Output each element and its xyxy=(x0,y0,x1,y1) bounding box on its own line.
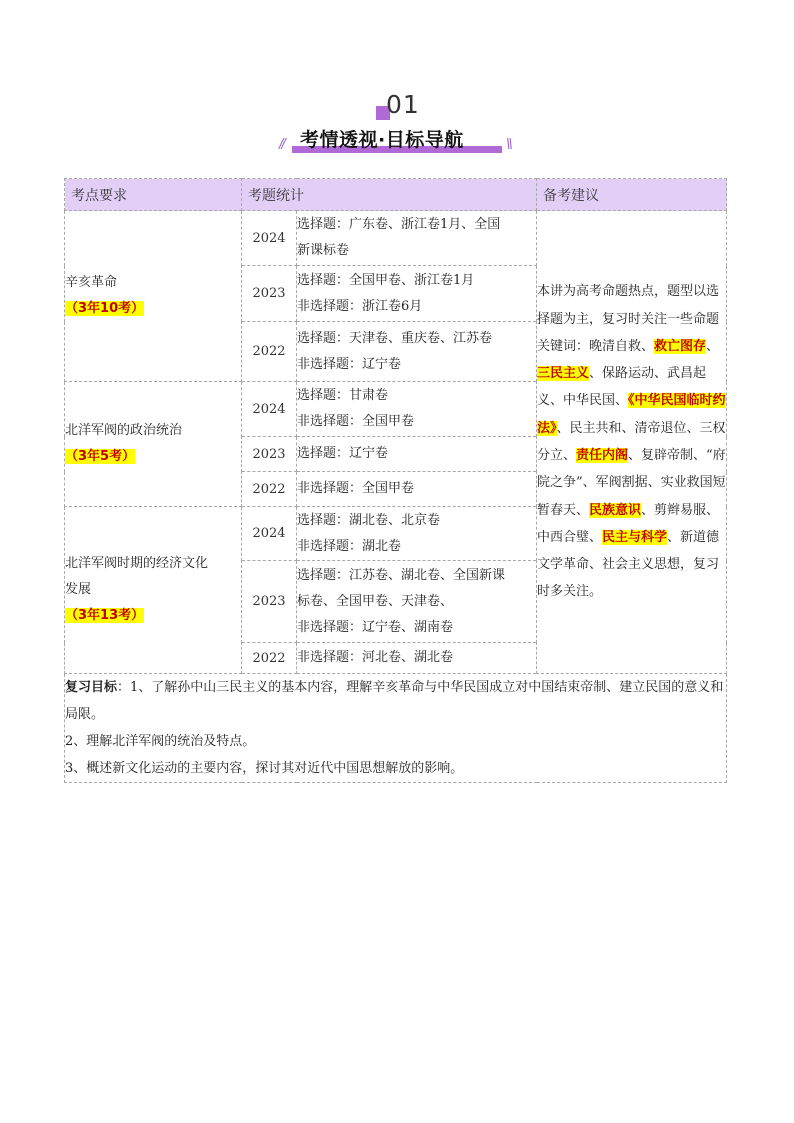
goal-line: 2、理解北洋军阀的统治及特点。 xyxy=(65,734,256,749)
keyword-highlight: 民族意识 xyxy=(589,502,642,518)
topic-cell xyxy=(65,382,242,507)
topic-count: （3年10考） xyxy=(65,301,145,316)
stat-line: 新课标卷 xyxy=(297,243,350,258)
year-cell: 2023 xyxy=(242,561,297,643)
stat-line: 非选择题：辽宁卷 xyxy=(297,356,402,372)
year-cell: 2024 xyxy=(242,382,297,437)
stat-cell xyxy=(297,561,537,643)
col-header-advice: 备考建议 xyxy=(537,179,727,211)
advice-text: 、民主共和、清帝退位、三权分立、 xyxy=(537,420,726,463)
year-cell: 2024 xyxy=(242,211,297,266)
topic-name: 北洋军阀的政治统治 xyxy=(65,423,183,438)
year-cell: 2023 xyxy=(242,437,297,472)
stat-line: 选择题：辽宁卷 xyxy=(297,446,389,461)
stat-line: 选择题：天津卷、重庆卷、江苏卷 xyxy=(297,330,493,346)
advice-text: 、新道德文学革命、社会主义思想，复习时多关注。 xyxy=(537,529,720,600)
stat-cell xyxy=(297,266,537,322)
keyword-highlight: 救亡图存 xyxy=(654,338,707,354)
year-cell: 2023 xyxy=(242,266,297,322)
advice-text: 、 xyxy=(706,338,720,354)
stat-line: 选择题：广东卷、浙江卷1月、全国 xyxy=(297,217,501,232)
goals-label: 复习目标 xyxy=(65,680,118,695)
stat-line: 非选择题：辽宁卷、湖南卷 xyxy=(297,619,454,635)
advice-cell xyxy=(537,211,727,674)
title-deco-left: // xyxy=(279,137,284,152)
year-cell: 2022 xyxy=(242,643,297,674)
advice-text: 、保路运动、武昌起义、中华民国、 xyxy=(537,366,707,409)
topic-name: 北洋军阀时期的经济文化 xyxy=(65,556,209,571)
stat-line: 标卷、全国甲卷、天津卷、 xyxy=(297,593,454,609)
advice-text: 、剪辫易服、中西合璧、 xyxy=(537,502,720,545)
table-header-row xyxy=(65,179,727,211)
stat-line: 选择题：湖北卷、北京卷 xyxy=(297,512,441,528)
stat-line: 非选择题：全国甲卷 xyxy=(297,481,415,496)
goal-line: 3、概述新文化运动的主要内容，探讨其对近代中国思想解放的影响。 xyxy=(65,761,464,776)
stat-line: 选择题：江苏卷、湖北卷、全国新课 xyxy=(297,567,506,583)
stat-cell xyxy=(297,643,537,674)
col-header-statistics: 考题统计 xyxy=(242,179,537,211)
table-row xyxy=(65,211,727,266)
year-cell: 2022 xyxy=(242,472,297,507)
topic-count: （3年5考） xyxy=(65,449,136,464)
advice-text: 、复辟帝制、“府院之争”、军阀割据、实业救国短暂春天、 xyxy=(537,448,726,518)
topic-cell xyxy=(65,507,242,674)
title-deco-right: \\ xyxy=(506,137,511,152)
keyword-highlight: 《中华民国临时约法》 xyxy=(537,393,726,436)
exam-overview-table xyxy=(64,178,727,783)
stat-cell xyxy=(297,322,537,382)
stat-line: 选择题：甘肃卷 xyxy=(297,388,389,403)
topic-count: （3年13考） xyxy=(65,608,145,623)
section-header xyxy=(0,92,794,162)
stat-line: 选择题：全国甲卷、浙江卷1月 xyxy=(297,272,475,288)
stat-line: 非选择题：湖北卷 xyxy=(297,538,402,554)
keyword-highlight: 三民主义 xyxy=(537,366,590,382)
stat-line: 非选择题：全国甲卷 xyxy=(297,414,415,429)
topic-name: 发展 xyxy=(65,582,92,597)
stat-cell xyxy=(297,211,537,266)
section-number: 01 xyxy=(386,90,420,119)
stat-line: 非选择题：浙江卷6月 xyxy=(297,298,423,314)
year-cell: 2022 xyxy=(242,322,297,382)
stat-cell xyxy=(297,437,537,472)
goals-cell xyxy=(65,674,727,783)
keyword-highlight: 民主与科学 xyxy=(602,529,668,545)
stat-cell xyxy=(297,507,537,561)
stat-line: 非选择题：河北卷、湖北卷 xyxy=(297,650,454,665)
col-header-requirement: 考点要求 xyxy=(65,179,242,211)
stat-cell xyxy=(297,472,537,507)
advice-text: 本讲为高考命题热点，题型以选择题为主，复习时关注一些命题关键词：晚清自救、 xyxy=(537,284,720,354)
year-cell: 2024 xyxy=(242,507,297,561)
goal-line: ：1、了解孙中山三民主义的基本内容，理解辛亥革命与中华民国成立对中国结束帝制、建立民国的意义和局限。 xyxy=(65,680,724,722)
goals-row xyxy=(65,674,727,783)
stat-cell xyxy=(297,382,537,437)
topic-cell xyxy=(65,211,242,382)
topic-name: 辛亥革命 xyxy=(65,275,118,290)
section-title: 考情透视·目标导航 xyxy=(300,129,464,151)
keyword-highlight: 责任内阁 xyxy=(576,448,629,463)
